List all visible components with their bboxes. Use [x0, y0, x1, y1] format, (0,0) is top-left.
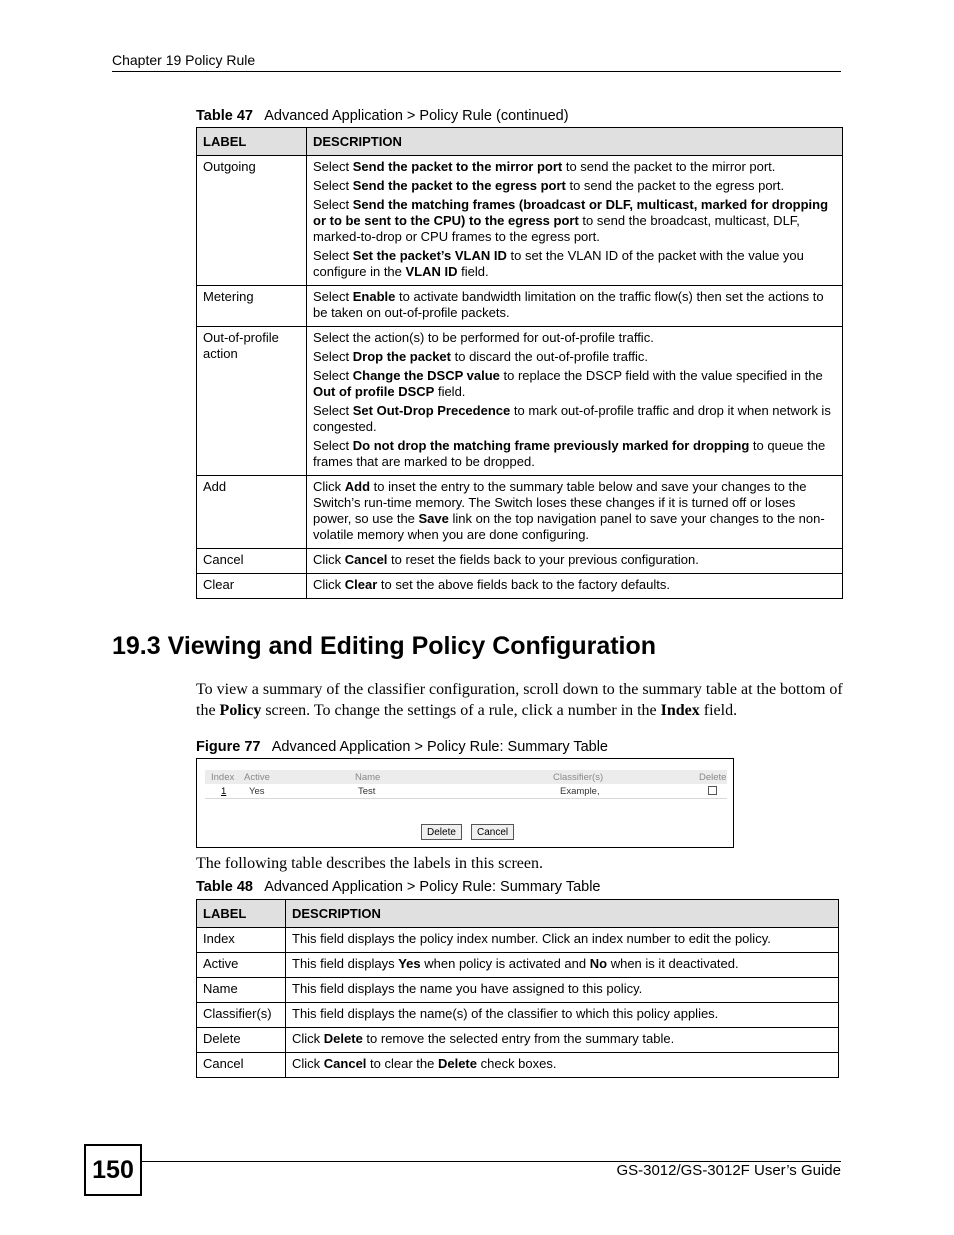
table-row	[197, 549, 843, 574]
col-name: Name	[355, 772, 381, 783]
row-label: Active	[197, 953, 286, 978]
row-label: Cancel	[197, 549, 307, 574]
description-line: Select Send the packet to the egress port to send the packet to the egress port.	[313, 178, 785, 193]
row-description: This field displays the name(s) of the classifier to which this policy applies.	[286, 1003, 839, 1028]
row-label: Add	[197, 476, 307, 549]
summary-table	[205, 770, 727, 799]
row-description	[307, 476, 843, 549]
row-description	[307, 574, 843, 599]
row-description	[307, 156, 843, 286]
table47-header-row	[197, 128, 843, 156]
table-row	[197, 1028, 839, 1053]
table-row	[197, 978, 839, 1003]
row-description: Click Delete to remove the selected entry from the summary table.	[286, 1028, 839, 1053]
row-label: Classifier(s)	[197, 1003, 286, 1028]
description-line: Select Change the DSCP value to replace the DSCP field with the value specified in the Out of profile DSCP field.	[313, 368, 823, 399]
delete-checkbox[interactable]	[708, 786, 717, 795]
description-line: Select Set the packet’s VLAN ID to set the VLAN ID of the packet with the value you configure in the VLAN ID field.	[313, 248, 804, 279]
description-line: Select Drop the packet to discard the out-of-profile traffic.	[313, 349, 649, 364]
table48-caption-number: Table 48	[196, 879, 253, 895]
following-text: The following table describes the labels in this screen.	[196, 855, 544, 872]
description-line: Click Add to inset the entry to the summary table below and save your changes to the Switch’s run-time memory. The Switch loses these changes if it is turned off or loses power, so use the Save link on the top navigation panel to save your changes to the non-volatile memory when you are done configuring.	[313, 479, 825, 542]
table47-col-label: LABEL	[197, 128, 307, 156]
table-row	[197, 574, 843, 599]
row-label: Index	[197, 928, 286, 953]
description-line: Click Cancel to reset the fields back to your previous configuration.	[313, 552, 699, 567]
description-line: Click Clear to set the above fields back to the factory defaults.	[313, 577, 670, 592]
section-title: 19.3 Viewing and Editing Policy Configuration	[112, 632, 657, 660]
table-row	[197, 928, 839, 953]
table48-col-label: LABEL	[197, 900, 286, 928]
col-delete: Delete	[699, 772, 727, 783]
col-index: Index	[211, 772, 235, 783]
row-label: Out-of-profile action	[197, 327, 307, 476]
policy-name-value: Test	[358, 786, 376, 797]
table-row	[197, 476, 843, 549]
policy-index-link[interactable]: 1	[221, 786, 227, 797]
table47-caption-number: Table 47	[196, 108, 253, 124]
description-line: Select Send the packet to the mirror port to send the packet to the mirror port.	[313, 159, 776, 174]
table-row	[205, 784, 727, 799]
description-line: Select the action(s) to be performed for out-of-profile traffic.	[313, 330, 654, 345]
row-description: This field displays the policy index number. Click an index number to edit the policy.	[286, 928, 839, 953]
description-line: Select Send the matching frames (broadcast or DLF, multicast, marked for dropping or to be sent to the CPU) to the egress port to send the broadcast, multicast, DLF, marked-to-drop or CPU frames to the egress port.	[313, 197, 829, 244]
summary-table-screenshot	[196, 758, 734, 848]
figure77-caption	[196, 739, 608, 755]
row-label: Clear	[197, 574, 307, 599]
description-line: Select Set Out-Drop Precedence to mark out-of-profile traffic and drop it when network is congested.	[313, 403, 831, 434]
row-label: Cancel	[197, 1053, 286, 1078]
table47-col-description: DESCRIPTION	[307, 128, 843, 156]
row-description	[307, 327, 843, 476]
row-label: Name	[197, 978, 286, 1003]
table-row	[197, 286, 843, 327]
policy-active-value: Yes	[249, 786, 265, 797]
policy-classifier-value: Example,	[560, 786, 600, 797]
row-label: Metering	[197, 286, 307, 327]
table-row	[197, 953, 839, 978]
table-row	[197, 1053, 839, 1078]
chapter-header: Chapter 19 Policy Rule	[112, 52, 256, 68]
description-line: Select Do not drop the matching frame previously marked for dropping to queue the frames that are marked to be dropped.	[313, 438, 826, 469]
table48-caption	[196, 879, 600, 895]
header-divider	[112, 71, 841, 72]
section-paragraph: To view a summary of the classifier configuration, scroll down to the summary table at the bottom of the Policy screen. To change the settings of a rule, click a number in the Index field.	[196, 681, 843, 719]
figure77-caption-number: Figure 77	[196, 739, 261, 755]
row-description: Click Cancel to clear the Delete check boxes.	[286, 1053, 839, 1078]
col-active: Active	[244, 772, 270, 783]
row-label: Delete	[197, 1028, 286, 1053]
table-row	[197, 327, 843, 476]
table48-caption-text: Advanced Application > Policy Rule: Summary Table	[264, 879, 601, 895]
table48-header-row	[197, 900, 839, 928]
table48-col-description: DESCRIPTION	[286, 900, 839, 928]
page-number: 150	[84, 1144, 142, 1196]
cancel-button[interactable]: Cancel	[471, 824, 514, 840]
row-description	[307, 549, 843, 574]
row-description: This field displays Yes when policy is activated and No when is it deactivated.	[286, 953, 839, 978]
figure77-caption-text: Advanced Application > Policy Rule: Summary Table	[271, 739, 608, 755]
row-description: This field displays the name you have assigned to this policy.	[286, 978, 839, 1003]
table-row	[197, 1003, 839, 1028]
table47-caption-text: Advanced Application > Policy Rule (continued)	[264, 108, 569, 124]
footer-guide-title: GS-3012/GS-3012F User’s Guide	[616, 1162, 841, 1179]
summary-table-header	[205, 770, 727, 784]
table47	[196, 127, 843, 599]
description-line: Select Enable to activate bandwidth limitation on the traffic flow(s) then set the actions to be taken on out-of-profile packets.	[313, 289, 824, 320]
table48	[196, 899, 839, 1078]
table47-caption	[196, 108, 569, 124]
row-description	[307, 286, 843, 327]
col-classifiers: Classifier(s)	[553, 772, 604, 783]
delete-button[interactable]: Delete	[421, 824, 462, 840]
row-label: Outgoing	[197, 156, 307, 286]
table-row	[197, 156, 843, 286]
